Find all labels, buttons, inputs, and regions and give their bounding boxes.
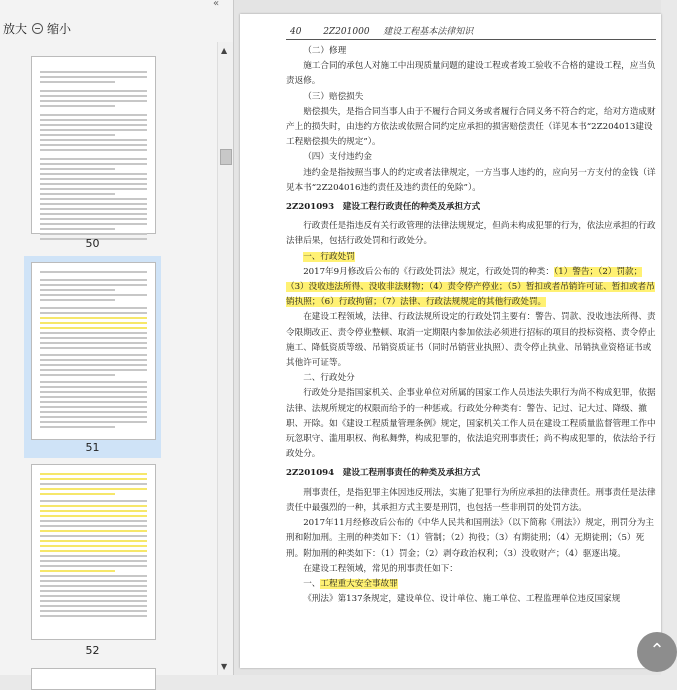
- sidebar-scrollbar[interactable]: [217, 42, 233, 675]
- subheading: （四）支付违约金: [303, 152, 372, 163]
- subheading: 二、行政处分: [303, 373, 355, 384]
- paragraph-text: 一、: [303, 578, 321, 589]
- chapter-code: 2Z201000: [323, 27, 370, 37]
- page-content: [286, 44, 656, 607]
- header-divider: [286, 39, 656, 40]
- chapter-title: 建设工程基本法律知识: [383, 27, 474, 37]
- paragraph: 行政责任是指违反有关行政管理的法律法规规定，但尚未构成犯罪的行为，依法应承担的行政法律后果，包括行政处罚和行政处分。: [286, 221, 656, 247]
- highlighted-text: 工程重大安全事故罪: [320, 578, 398, 589]
- paragraph: 施工合同的承包人对施工中出现质量问题的建设工程或者竣工验收不合格的建设工程，应当负责返修。: [286, 61, 656, 87]
- thumbnail-sidebar: [0, 0, 234, 675]
- section-heading: 2Z201093 建设工程行政责任的种类及承担方式: [286, 202, 481, 213]
- document-view[interactable]: [234, 0, 661, 675]
- thumbnail-image: [31, 262, 156, 440]
- collapse-sidebar-icon[interactable]: «: [213, 0, 220, 9]
- zoom-out-button[interactable]: [32, 20, 71, 37]
- thumbnail-page-number: 52: [85, 644, 100, 657]
- subheading: （三）赔偿损失: [303, 91, 364, 102]
- paragraph: 在建设工程领域，法律、行政法规所设定的行政处罚主要有：警告、罚款、没收违法所得、责令限期改正、责令停业整顿、取消一定期限内参加依法必须进行招标的项目的投标资格、责令停止施工、降低资质等级、吊销资质证书（同时吊销营业执照）、责令停止执业、吊销执业资格证书或其他许可证等。: [286, 312, 656, 369]
- thumbnail-page-number: 51: [85, 441, 100, 454]
- paragraph: 在建设工程领域，常见的刑事责任如下：: [303, 563, 458, 574]
- thumbnail-page-53[interactable]: [24, 668, 161, 678]
- scrollbar-thumb[interactable]: [220, 149, 232, 165]
- paragraph-text: 2017年9月修改后公布的《行政处罚法》规定，行政处罚的种类：: [303, 266, 554, 277]
- highlighted-text: 一、行政处罚: [303, 251, 355, 262]
- subheading: [286, 250, 656, 265]
- zoom-out-label: 缩小: [47, 22, 72, 36]
- arrow-up-icon: ⌃: [649, 640, 665, 661]
- thumbnail-page-52[interactable]: [24, 464, 161, 660]
- paragraph: 《刑法》第137条规定，建设单位、设计单位、施工单位、工程监理单位违反国家规: [303, 594, 621, 605]
- thumbnail-image: [31, 56, 156, 234]
- thumbnail-page-50[interactable]: [24, 56, 161, 250]
- subheading: [286, 577, 656, 592]
- zoom-out-icon: [32, 23, 43, 34]
- paragraph: [286, 265, 656, 311]
- thumbnail-image: [31, 464, 156, 640]
- scroll-to-top-button[interactable]: [637, 632, 677, 672]
- section-heading: 2Z201094 建设工程刑事责任的种类及承担方式: [286, 468, 481, 479]
- zoom-in-button[interactable]: 放大: [3, 22, 28, 36]
- scroll-down-icon[interactable]: ▼: [221, 662, 228, 671]
- highlighted-text: （1）警告；（2）罚款；（3）没收违法所得、没收非法财物；（4）责令停产停业；（5）暂扣或者吊销许可证、暂扣或者吊销执照；（6）行政拘留；（7）法律、行政法规规定的其他行政处罚。: [286, 266, 655, 308]
- paragraph: 刑事责任，是指犯罪主体因违反刑法，实施了犯罪行为所应承担的法律责任。刑事责任是法律责任中最强烈的一种，其承担方式主要是刑罚，也包括一些非刑罚的处罚方法。: [286, 487, 656, 513]
- page-header: [290, 24, 473, 37]
- paragraph: 违约金是指按照当事人的约定或者法律规定，一方当事人违约的，应向另一方支付的金钱（详见本书“2Z204016违约责任及违约责任的免除”）。: [286, 167, 656, 193]
- paragraph: 2017年11月经修改后公布的《中华人民共和国刑法》（以下简称《刑法》）规定，刑罚分为主刑和附加刑。主刑的种类如下：（1）管制；（2）拘役；（3）有期徒刑；（4）无期徒刑；（5）死刑。附加刑的种类如下：（1）罚金；（2）剥夺政治权利；（3）没收财产；（4）驱逐出境。: [286, 518, 654, 559]
- thumbnail-page-51[interactable]: [24, 256, 161, 458]
- subheading: （二）修理: [303, 46, 347, 56]
- paragraph: 行政处分是指国家机关、企事业单位对所属的国家工作人员违法失职行为尚不构成犯罪，依据法律、法规所规定的权限而给予的一种惩戒。行政处分种类有：警告、记过、记大过、降级、撤职、开除。如《建设工程质量管理条例》规定，国家机关工作人员在建设工程质量监督管理工作中玩忽职守、滥用职权、徇私舞弊，构成犯罪的，依法追究刑事责任；尚不构成犯罪的，依法给予行政处分。: [286, 388, 656, 460]
- thumbnail-image: [31, 668, 156, 690]
- sidebar-toolbar: [0, 0, 233, 40]
- scroll-up-icon[interactable]: ▲: [221, 46, 228, 55]
- page-number: 40: [290, 27, 302, 37]
- thumbnail-page-number: 50: [85, 237, 100, 250]
- paragraph: 赔偿损失，是指合同当事人由于不履行合同义务或者履行合同义务不符合约定，给对方造成财产上的损失时，由违约方依法或依照合同约定应承担的损害赔偿责任（详见本书“2Z204013建设工程赔偿损失的规定”）。: [286, 106, 656, 148]
- document-page: [240, 14, 661, 668]
